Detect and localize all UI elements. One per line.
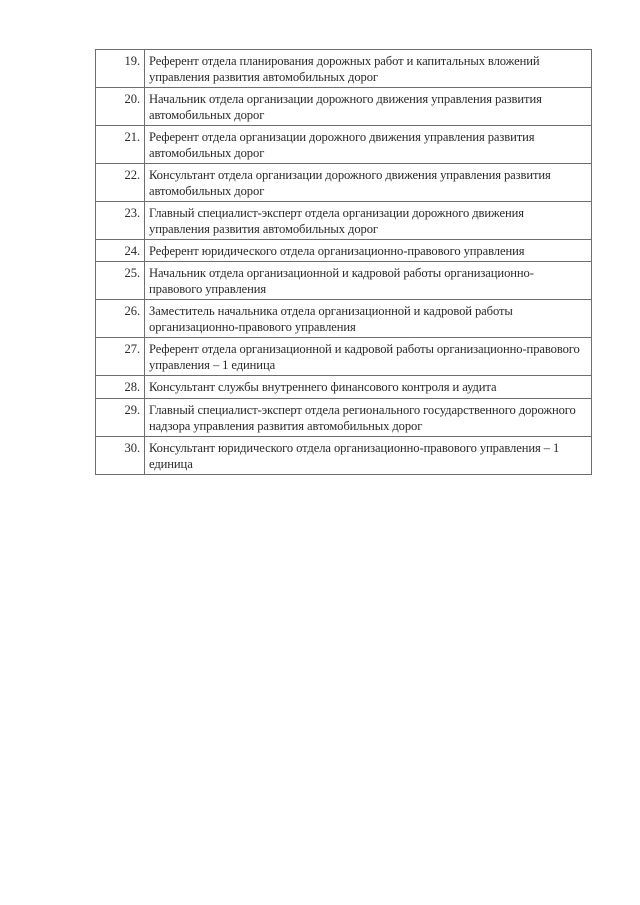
position-title: Заместитель начальника отдела организационной и кадровой работы организационно-правового управления [145, 300, 592, 338]
row-number: 30. [96, 437, 145, 475]
table-row [96, 164, 592, 202]
table-row [96, 50, 592, 88]
table-row [96, 399, 592, 437]
position-title: Референт отдела организационной и кадровой работы организационно-правового управления – 1 единица [145, 338, 592, 376]
position-title: Референт отдела организации дорожного движения управления развития автомобильных дорог [145, 126, 592, 164]
position-title: Референт юридического отдела организационно-правового управления [145, 240, 592, 262]
table-row [96, 88, 592, 126]
row-number: 28. [96, 376, 145, 399]
table-row [96, 126, 592, 164]
row-number: 29. [96, 399, 145, 437]
position-title: Главный специалист-эксперт отдела регионального государственного дорожного надзора управления развития автомобильных дорог [145, 399, 592, 437]
row-number: 25. [96, 262, 145, 300]
table-row [96, 437, 592, 475]
row-number: 24. [96, 240, 145, 262]
table-row [96, 300, 592, 338]
row-number: 21. [96, 126, 145, 164]
table-row [96, 338, 592, 376]
row-number: 27. [96, 338, 145, 376]
positions-table [95, 49, 592, 475]
position-title: Референт отдела планирования дорожных работ и капитальных вложений управления развития автомобильных дорог [145, 50, 592, 88]
position-title: Консультант отдела организации дорожного движения управления развития автомобильных дорог [145, 164, 592, 202]
position-title: Консультант службы внутреннего финансового контроля и аудита [145, 376, 592, 399]
table-row [96, 202, 592, 240]
row-number: 20. [96, 88, 145, 126]
table-row [96, 240, 592, 262]
row-number: 23. [96, 202, 145, 240]
position-title: Начальник отдела организационной и кадровой работы организационно-правового управления [145, 262, 592, 300]
position-title: Начальник отдела организации дорожного движения управления развития автомобильных дорог [145, 88, 592, 126]
table-row [96, 262, 592, 300]
row-number: 19. [96, 50, 145, 88]
row-number: 26. [96, 300, 145, 338]
position-title: Главный специалист-эксперт отдела организации дорожного движения управления развития автомобильных дорог [145, 202, 592, 240]
table-row [96, 376, 592, 399]
row-number: 22. [96, 164, 145, 202]
position-title: Консультант юридического отдела организационно-правового управления – 1 единица [145, 437, 592, 475]
